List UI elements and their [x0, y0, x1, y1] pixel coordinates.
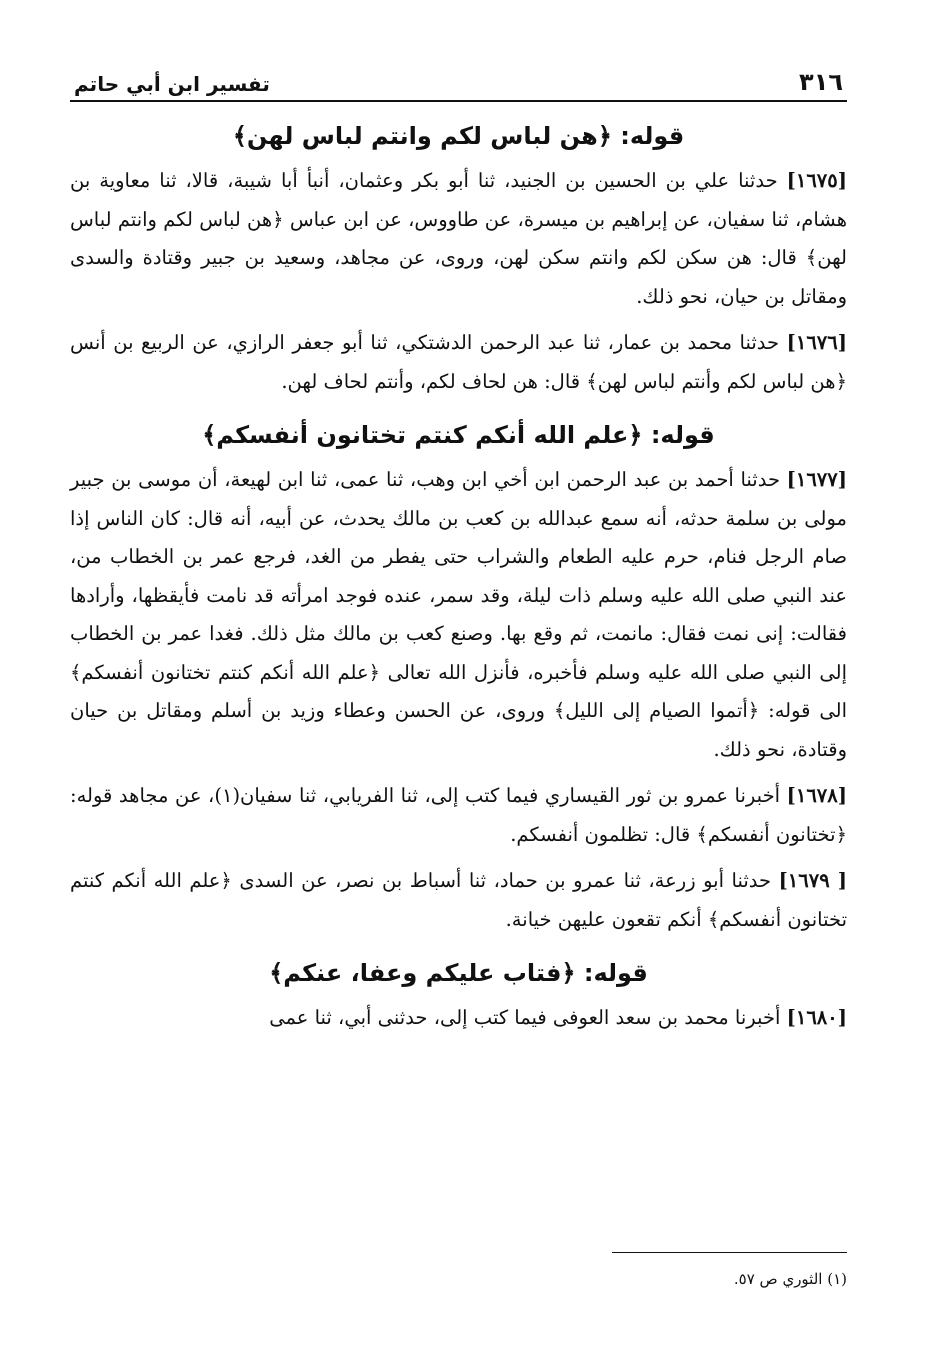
narration-paragraph: [70, 461, 847, 769]
narration-paragraph: [70, 862, 847, 939]
narration-text: أخبرنا عمرو بن ثور القيساري فيما كتب إلى، ثنا الفريابي، ثنا سفيان(١)، عن مجاهد قوله: ﴿تختانون أنفسكم﴾ قال: تظلمون أنفسكم.: [70, 784, 847, 846]
narration-number: [ ١٦٧٩]: [778, 869, 848, 892]
footnote: (١) الثوري ص ٥٧.: [733, 1270, 847, 1288]
narration-number: [١٦٧٧]: [786, 468, 847, 491]
narration-text: حدثنا علي بن الحسين بن الجنيد، ثنا أبو بكر وعثمان، أنبأ أبا شيبة، قالا، ثنا معاوية بن هشام، ثنا سفيان، عن إبراهيم بن ميسرة، عن طاووس، عن ابن عباس ﴿هن لباس لكم وانتم لباس لهن﴾ قال: هن سكن لكم وانتم سكن لهن، وروى، عن مجاهد، وسعيد بن جبير وقتادة والسدى ومقاتل بن حيان، نحو ذلك.: [70, 169, 847, 308]
running-title: تفسير ابن أبي حاتم: [74, 72, 270, 96]
narration-number: [١٦٧٥]: [786, 169, 847, 192]
narration-text: حدثنا أحمد بن عبد الرحمن ابن أخي ابن وهب، ثنا عمى، ثنا ابن لهيعة، أن موسى بن جبير مولى بن سلمة حدثه، أنه سمع عبدالله بن كعب بن مالك يحدث، عن أبيه، أنه قال: كان الناس إذا صام الرجل فنام، حرم عليه الطعام والشراب حتى يفطر من الغد، فرجع عمر بن الخطاب من، عند النبي صلى الله عليه وسلم ذات ليلة، وقد سمر، عنده فوجد امرأته قد نامت فأيقظها، وأرادها فقالت: إنى نمت فقال: مانمت، ثم وقع بها. وصنع كعب بن مالك مثل ذلك. فغدا عمر بن الخطاب إلى النبي صلى الله عليه وسلم فأخبره، فأنزل الله تعالى ﴿علم الله أنكم كنتم تختانون أنفسكم﴾ الى قوله: ﴿أتموا الصيام إلى الليل﴾ وروى، عن الحسن وعطاء وزيد بن أسلم ومقاتل بن حيان وقتادة، نحو ذلك.: [70, 468, 847, 761]
narration-paragraph: [70, 777, 847, 854]
page-number: ٣١٦: [799, 68, 843, 96]
section-heading: قوله: ﴿علم الله أنكم كنتم تختانون أنفسكم﴾: [202, 421, 715, 449]
section-heading: قوله: ﴿فتاب عليكم وعفا، عنكم﴾: [269, 959, 648, 987]
page-header: [70, 52, 847, 102]
narration-number: [١٦٧٨]: [786, 784, 847, 807]
narration-paragraph: [70, 324, 847, 401]
narration-paragraph: [70, 162, 847, 316]
narration-number: [١٦٧٦]: [786, 331, 847, 354]
document-page: [70, 52, 847, 1342]
narration-number: [١٦٨٠]: [786, 1006, 847, 1029]
section-heading: قوله: ﴿هن لباس لكم وانتم لباس لهن﴾: [232, 122, 685, 150]
narration-text: حدثنا محمد بن عمار، ثنا عبد الرحمن الدشتكي، ثنا أبو جعفر الرازي، عن الربيع بن أنس ﴿هن لباس لكم وأنتم لباس لهن﴾ قال: هن لحاف لكم، وأنتم لحاف لهن.: [70, 331, 847, 393]
narration-text: أخبرنا محمد بن سعد العوفى فيما كتب إلى، حدثنى أبي، ثنا عمى: [269, 1006, 781, 1029]
narration-text: حدثنا أبو زرعة، ثنا عمرو بن حماد، ثنا أسباط بن نصر، عن السدى ﴿علم الله أنكم كنتم تختانون أنفسكم﴾ أنكم تقعون عليهن خيانة.: [70, 869, 847, 931]
footnote-divider: [612, 1252, 847, 1253]
narration-paragraph: [70, 999, 847, 1038]
